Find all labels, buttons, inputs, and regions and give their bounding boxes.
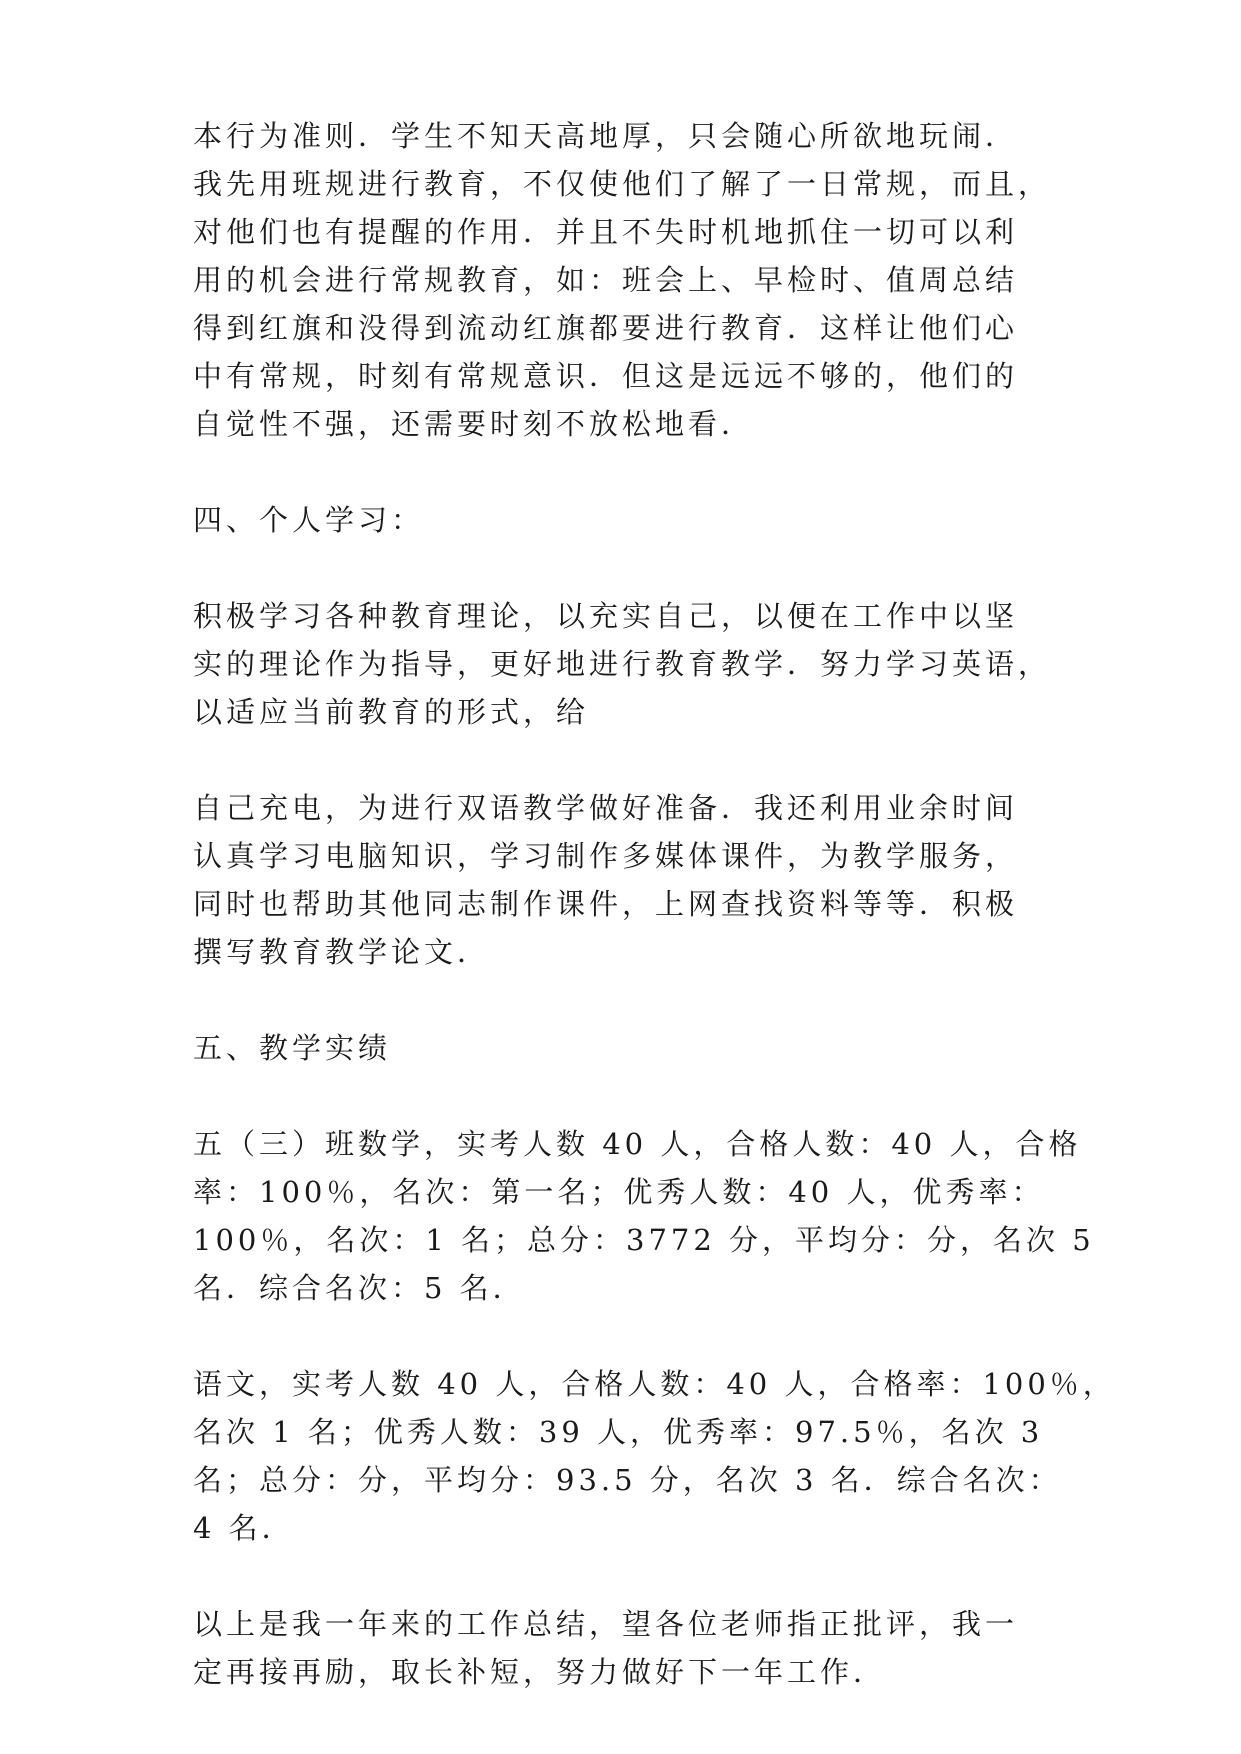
- text-line: 认真学习电脑知识，学习制作多媒体课件，为教学服务，: [193, 839, 1019, 873]
- heading-text: 五、教学实绩: [193, 1031, 392, 1065]
- text-line: 自己充电，为进行双语教学做好准备．我还利用业余时间: [193, 791, 1019, 825]
- paragraph-conclusion: [193, 1600, 1063, 1696]
- text-line: 中有常规，时刻有常规意识．但这是远远不够的，他们的: [193, 359, 1019, 393]
- text-line: 4 名．: [193, 1511, 295, 1545]
- text-line: 本行为准则．学生不知天高地厚，只会随心所欲地玩闹．: [193, 119, 1019, 153]
- text-line: 名；总分：分，平均分：93.5 分，名次 3 名．综合名次：: [193, 1463, 1062, 1497]
- section-heading-teaching-results: [193, 1024, 1063, 1072]
- text-line: 对他们也有提醒的作用．并且不失时机地抓住一切可以利: [193, 215, 1019, 249]
- text-line: 自觉性不强，还需要时刻不放松地看．: [193, 407, 755, 441]
- text-line: 撰写教育教学论文．: [193, 935, 491, 969]
- text-line: 定再接再励，取长补短，努力做好下一年工作．: [193, 1655, 887, 1689]
- text-line: 我先用班规进行教育，不仅使他们了解了一日常规，而且，: [193, 167, 1052, 201]
- text-line: 100％，名次：1 名；总分：3772 分，平均分：分，名次 5: [193, 1223, 1095, 1257]
- heading-text: 四、个人学习：: [193, 503, 425, 537]
- paragraph-class-routine: [193, 112, 1063, 448]
- text-line: 同时也帮助其他同志制作课件，上网查找资料等等．积极: [193, 887, 1019, 921]
- section-heading-personal-study: [193, 496, 1063, 544]
- text-line: 名次 1 名；优秀人数：39 人，优秀率：97.5％，名次 3: [193, 1415, 1044, 1449]
- text-line: 用的机会进行常规教育，如：班会上、早检时、值周总结: [193, 263, 1019, 297]
- text-line: 率：100％，名次：第一名；优秀人数：40 人，优秀率：: [193, 1175, 1045, 1209]
- text-line: 名．综合名次：5 名．: [193, 1271, 526, 1305]
- paragraph-self-improvement: [193, 784, 1063, 976]
- text-line: 五（三）班数学，实考人数 40 人，合格人数：40 人，合格: [193, 1127, 1082, 1161]
- paragraph-math-results: [193, 1120, 1095, 1312]
- text-line: 得到红旗和没得到流动红旗都要进行教育．这样让他们心: [193, 311, 1019, 345]
- text-line: 语文，实考人数 40 人，合格人数：40 人，合格率：100％，: [193, 1367, 1116, 1401]
- document-body: [193, 112, 1116, 1744]
- text-line: 实的理论作为指导，更好地进行教育教学．努力学习英语，: [193, 647, 1052, 681]
- paragraph-study-theory: [193, 592, 1063, 736]
- text-line: 以上是我一年来的工作总结，望各位老师指正批评，我一: [193, 1607, 1019, 1641]
- paragraph-chinese-results: [193, 1360, 1116, 1552]
- text-line: 以适应当前教育的形式，给: [193, 695, 590, 729]
- text-line: 积极学习各种教育理论，以充实自己，以便在工作中以坚: [193, 599, 1019, 633]
